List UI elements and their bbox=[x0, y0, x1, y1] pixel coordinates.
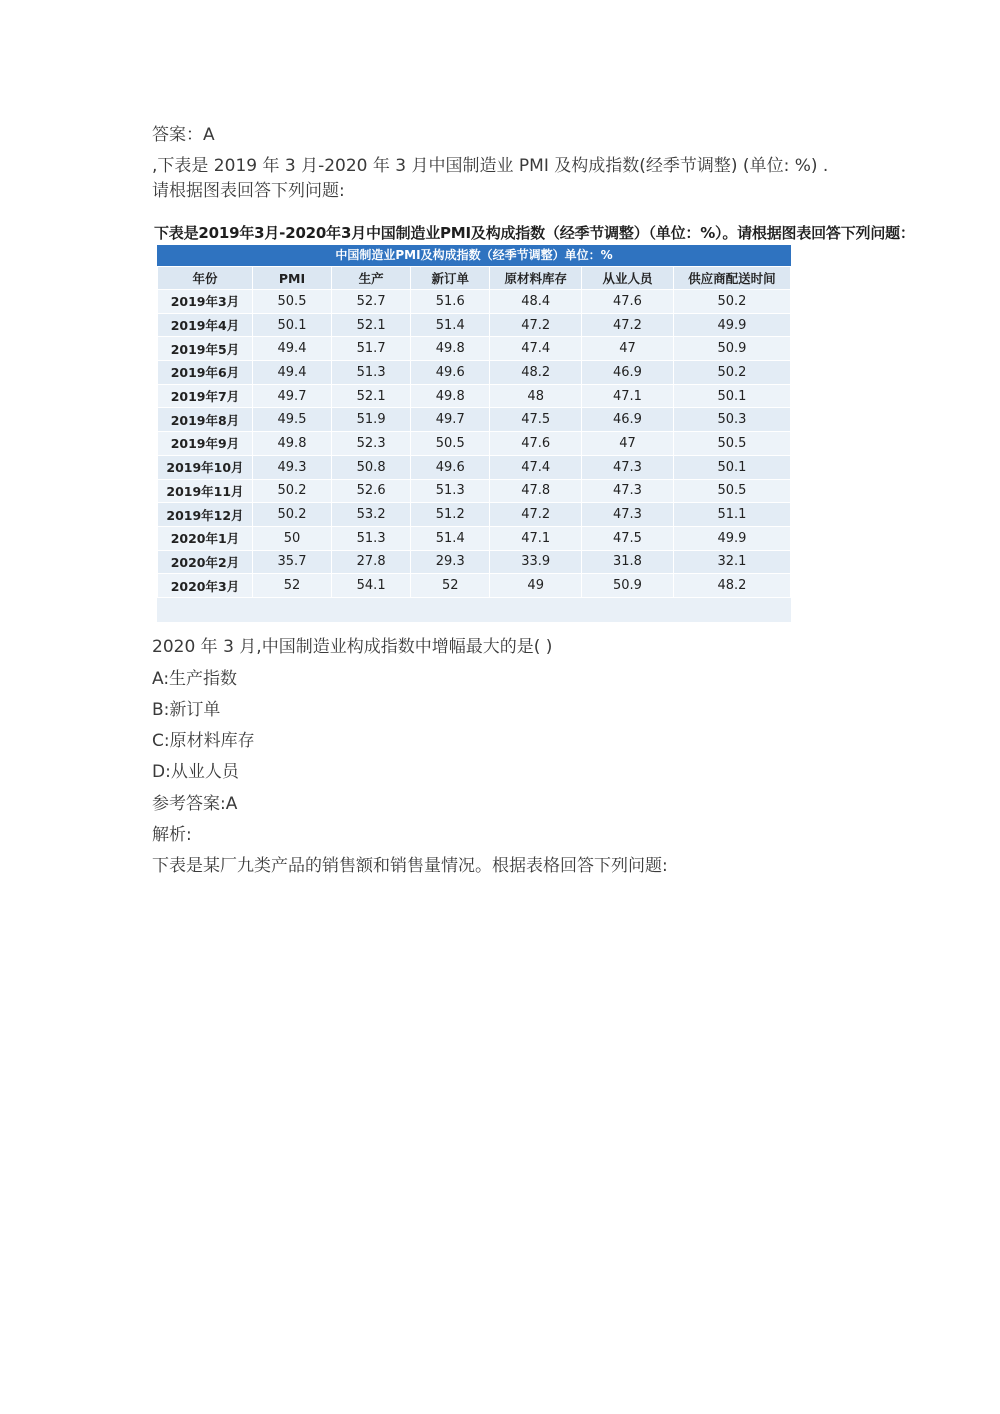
table-cell: 48.2 bbox=[490, 361, 582, 385]
table-cell: 50.5 bbox=[252, 290, 331, 314]
table-cell: 51.3 bbox=[332, 361, 411, 385]
answer-line: 答案：A bbox=[152, 125, 215, 145]
table-cell: 51.6 bbox=[411, 290, 490, 314]
row-month-cell: 2019年10月 bbox=[158, 455, 253, 479]
row-month-cell: 2019年11月 bbox=[158, 479, 253, 503]
row-month-cell: 2019年7月 bbox=[158, 384, 253, 408]
table-cell: 50.1 bbox=[673, 384, 790, 408]
table-cell: 47.6 bbox=[582, 290, 674, 314]
table-cell: 49.3 bbox=[252, 455, 331, 479]
table-cell: 50.9 bbox=[582, 574, 674, 598]
table-cell: 49.9 bbox=[673, 526, 790, 550]
table-cell: 50.1 bbox=[252, 313, 331, 337]
table-cell: 53.2 bbox=[332, 503, 411, 527]
table-cell: 52 bbox=[252, 574, 331, 598]
table-title: 中国制造业PMI及构成指数（经季节调整）单位：% bbox=[157, 245, 791, 266]
table-cell: 50.5 bbox=[673, 479, 790, 503]
table-cell: 47.4 bbox=[490, 337, 582, 361]
table-cell: 47.2 bbox=[490, 313, 582, 337]
row-month-cell: 2019年3月 bbox=[158, 290, 253, 314]
table-cell: 52.1 bbox=[332, 384, 411, 408]
table-cell: 50.2 bbox=[252, 479, 331, 503]
column-header: 供应商配送时间 bbox=[673, 267, 790, 290]
table-cell: 50.8 bbox=[332, 455, 411, 479]
table-cell: 50.2 bbox=[673, 290, 790, 314]
table-cell: 49.8 bbox=[252, 432, 331, 456]
intro-line-2: 请根据图表回答下列问题: bbox=[152, 181, 345, 201]
table-cell: 47.2 bbox=[490, 503, 582, 527]
table-cell: 49.5 bbox=[252, 408, 331, 432]
table-cell: 47.1 bbox=[582, 384, 674, 408]
table-cell: 29.3 bbox=[411, 550, 490, 574]
table-cell: 49.8 bbox=[411, 337, 490, 361]
table-cell: 49.4 bbox=[252, 361, 331, 385]
table-cell: 51.4 bbox=[411, 313, 490, 337]
table-cell: 47.3 bbox=[582, 503, 674, 527]
table-cell: 49.6 bbox=[411, 361, 490, 385]
table-cell: 47 bbox=[582, 432, 674, 456]
row-month-cell: 2019年6月 bbox=[158, 361, 253, 385]
row-month-cell: 2020年3月 bbox=[158, 574, 253, 598]
column-header: 年份 bbox=[158, 267, 253, 290]
pmi-table-figure bbox=[152, 218, 915, 624]
table-cell: 50.9 bbox=[673, 337, 790, 361]
row-month-cell: 2019年4月 bbox=[158, 313, 253, 337]
table-cell: 52 bbox=[411, 574, 490, 598]
table-row bbox=[158, 455, 791, 479]
table-cell: 50.2 bbox=[252, 503, 331, 527]
column-header: 从业人员 bbox=[582, 267, 674, 290]
table-row bbox=[158, 361, 791, 385]
table-row bbox=[158, 526, 791, 550]
table-cell: 52.3 bbox=[332, 432, 411, 456]
column-header: PMI bbox=[252, 267, 331, 290]
row-month-cell: 2019年8月 bbox=[158, 408, 253, 432]
table-cell: 54.1 bbox=[332, 574, 411, 598]
table-cell: 50.5 bbox=[673, 432, 790, 456]
table-cell: 50.2 bbox=[673, 361, 790, 385]
table-row bbox=[158, 313, 791, 337]
table-row bbox=[158, 432, 791, 456]
table-row bbox=[158, 550, 791, 574]
row-month-cell: 2020年1月 bbox=[158, 526, 253, 550]
table-cell: 46.9 bbox=[582, 408, 674, 432]
table-cell: 51.4 bbox=[411, 526, 490, 550]
table-cell: 47.3 bbox=[582, 479, 674, 503]
figure-caption: 下表是2019年3月-2020年3月中国制造业PMI及构成指数（经季节调整）（单位：%）。请根据图表回答下列问题： bbox=[154, 224, 915, 242]
table-cell: 48 bbox=[490, 384, 582, 408]
table-cell: 27.8 bbox=[332, 550, 411, 574]
table-cell: 47.4 bbox=[490, 455, 582, 479]
question-text: 2020 年 3 月,中国制造业构成指数中增幅最大的是( ) bbox=[152, 637, 553, 657]
table-cell: 52.1 bbox=[332, 313, 411, 337]
option-d: D:从业人员 bbox=[152, 762, 239, 782]
reference-answer: 参考答案:A bbox=[152, 794, 238, 814]
row-month-cell: 2019年12月 bbox=[158, 503, 253, 527]
table-cell: 50 bbox=[252, 526, 331, 550]
row-month-cell: 2019年5月 bbox=[158, 337, 253, 361]
option-b: B:新订单 bbox=[152, 700, 221, 720]
table-cell: 51.2 bbox=[411, 503, 490, 527]
option-a: A:生产指数 bbox=[152, 669, 238, 689]
table-row bbox=[158, 337, 791, 361]
table-cell: 35.7 bbox=[252, 550, 331, 574]
pmi-table bbox=[157, 266, 791, 598]
table-header-row bbox=[158, 267, 791, 290]
table-cell: 47.5 bbox=[582, 526, 674, 550]
table-row bbox=[158, 408, 791, 432]
table-cell: 49.4 bbox=[252, 337, 331, 361]
table-row bbox=[158, 384, 791, 408]
table-cell: 48.4 bbox=[490, 290, 582, 314]
table-row bbox=[158, 503, 791, 527]
column-header: 新订单 bbox=[411, 267, 490, 290]
table-cell: 48.2 bbox=[673, 574, 790, 598]
table-cell: 49.9 bbox=[673, 313, 790, 337]
table-cell: 50.3 bbox=[673, 408, 790, 432]
table-cell: 33.9 bbox=[490, 550, 582, 574]
table-cell: 47.1 bbox=[490, 526, 582, 550]
table-cell: 51.9 bbox=[332, 408, 411, 432]
table-cell: 47.6 bbox=[490, 432, 582, 456]
table-cell: 52.7 bbox=[332, 290, 411, 314]
table-cell: 47.3 bbox=[582, 455, 674, 479]
table-cell: 47.2 bbox=[582, 313, 674, 337]
table-row bbox=[158, 479, 791, 503]
table-cell: 51.3 bbox=[332, 526, 411, 550]
row-month-cell: 2020年2月 bbox=[158, 550, 253, 574]
analysis-label: 解析: bbox=[152, 825, 192, 845]
table-cell: 51.7 bbox=[332, 337, 411, 361]
row-month-cell: 2019年9月 bbox=[158, 432, 253, 456]
table-cell: 49.8 bbox=[411, 384, 490, 408]
table-cell: 51.3 bbox=[411, 479, 490, 503]
pmi-table-container bbox=[157, 245, 791, 622]
table-cell: 47 bbox=[582, 337, 674, 361]
column-header: 原材料库存 bbox=[490, 267, 582, 290]
table-cell: 47.8 bbox=[490, 479, 582, 503]
table-cell: 31.8 bbox=[582, 550, 674, 574]
table-cell: 47.5 bbox=[490, 408, 582, 432]
table-cell: 50.1 bbox=[673, 455, 790, 479]
table-row bbox=[158, 574, 791, 598]
table-cell: 50.5 bbox=[411, 432, 490, 456]
table-cell: 51.1 bbox=[673, 503, 790, 527]
table-cell: 46.9 bbox=[582, 361, 674, 385]
table-cell: 49.7 bbox=[411, 408, 490, 432]
table-cell: 32.1 bbox=[673, 550, 790, 574]
table-cell: 49.7 bbox=[252, 384, 331, 408]
table-cell: 49.6 bbox=[411, 455, 490, 479]
column-header: 生产 bbox=[332, 267, 411, 290]
next-question-text: 下表是某厂九类产品的销售额和销售量情况。根据表格回答下列问题: bbox=[152, 856, 668, 876]
table-cell: 49 bbox=[490, 574, 582, 598]
table-cell: 52.6 bbox=[332, 479, 411, 503]
intro-line-1: ,下表是 2019 年 3 月-2020 年 3 月中国制造业 PMI 及构成指数(经季节调整) (单位: %) . bbox=[152, 156, 829, 176]
option-c: C:原材料库存 bbox=[152, 731, 255, 751]
table-row bbox=[158, 290, 791, 314]
